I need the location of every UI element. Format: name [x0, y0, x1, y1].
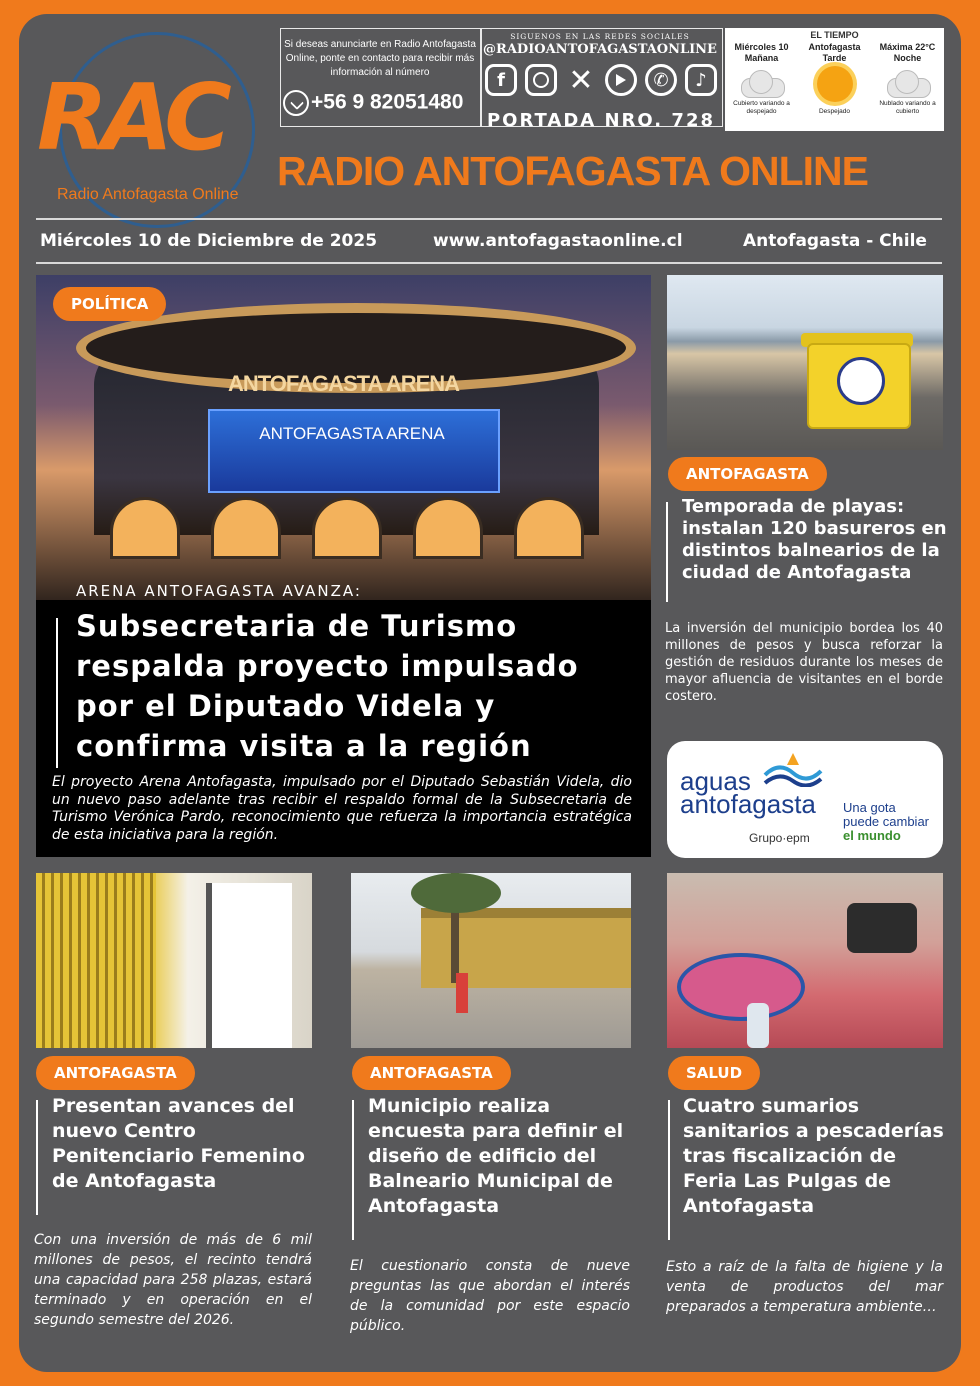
cell-door: [206, 883, 292, 1048]
tiktok-icon[interactable]: ♪: [685, 64, 717, 96]
newspaper-page: [19, 14, 961, 1372]
ad-brand-line2: antofagasta: [680, 789, 816, 819]
story2-summary: El cuestionario consta de nueve preguntas las que abordan el interés de la comunidad por este espacio público.: [350, 1258, 630, 1334]
main-summary: El proyecto Arena Antofagasta, impulsado por el Diputado Sebastián Videla, dio un nuevo paso adelante tras recibir el respaldo formal de la Subsecretaria de Turismo Verónica Pardo, reconocimiento que refuerza la importancia estratégica de esta iniciativa para la región.: [52, 774, 632, 843]
side-headline[interactable]: Temporada de playas: instalan 120 basureros en distintos balnearios de la ciudad de Antofagasta: [682, 496, 947, 583]
edition-location: Antofagasta - Chile: [743, 231, 927, 251]
story3-headline[interactable]: Cuatro sumarios sanitarios a pescaderías tras fiscalización de Feria Las Pulgas de Antofagasta: [683, 1095, 944, 1217]
ad-brand-line1: aguas: [680, 766, 751, 796]
weather-night: [871, 42, 944, 115]
story3-tag[interactable]: SALUD: [668, 1056, 760, 1090]
headline-bar: [666, 502, 668, 602]
x-icon[interactable]: ✕: [568, 62, 594, 98]
arena-sign: ANTOFAGASTA ARENA: [227, 371, 460, 396]
website-link[interactable]: www.antofagastaonline.cl: [433, 231, 683, 251]
headline-bar: [668, 1100, 670, 1240]
cloud-icon: [737, 68, 787, 98]
youtube-icon[interactable]: [605, 64, 637, 96]
social-caption: SIGUENOS EN LAS REDES SOCIALES: [510, 32, 690, 41]
ad-group: Grupo·epm: [749, 831, 810, 845]
weather-night-desc: Nublado variando a cubierto: [879, 100, 936, 115]
person: [456, 973, 468, 1013]
municipal-seal: [837, 357, 885, 405]
weather-afternoon-desc: Despejado: [818, 108, 851, 115]
masthead-title: RADIO ANTOFAGASTA ONLINE: [277, 148, 868, 194]
social-handle[interactable]: @RADIOANTOFAGASTAONLINE: [483, 42, 717, 57]
side-tag[interactable]: ANTOFAGASTA: [668, 457, 827, 491]
divider: [36, 218, 942, 220]
headline-bar: [36, 1100, 38, 1215]
divider: [36, 262, 942, 264]
cloud-icon: [883, 68, 933, 98]
issue-number: PORTADA NRO. 728: [486, 110, 715, 131]
edition-date: Miércoles 10 de Diciembre de 2025: [40, 231, 378, 251]
headline-bar: [56, 618, 58, 768]
phone-number[interactable]: +56 9 82051480: [283, 90, 481, 116]
weather-afternoon-label: Antofagasta Tarde: [808, 42, 861, 63]
instagram-icon[interactable]: [525, 64, 557, 96]
weather-title: EL TIEMPO: [810, 30, 859, 40]
main-kicker: ARENA ANTOFAGASTA AVANZA:: [76, 582, 362, 600]
story1-tag[interactable]: ANTOFAGASTA: [36, 1056, 195, 1090]
arena-arches: [94, 497, 599, 567]
water-bottle: [747, 1003, 769, 1048]
aguas-antofagasta-ad[interactable]: [667, 741, 943, 858]
fish-basin: [677, 953, 805, 1021]
yellow-bars: [36, 873, 156, 1048]
whatsapp-icon: [283, 90, 309, 116]
prison-image[interactable]: [36, 873, 312, 1048]
arena-screen-text: ANTOFAGASTA ARENA: [259, 424, 445, 443]
ad-slogan-line2: puede cambiar: [843, 814, 929, 829]
logo: RAC: [37, 64, 226, 171]
water-drop-icon: [763, 751, 823, 787]
ad-slogan: [843, 801, 929, 843]
main-headline[interactable]: Subsecretaria de Turismo respalda proyecto impulsado por el Diputado Videla y confirma visita a la región: [76, 609, 579, 763]
beach-image[interactable]: [667, 275, 943, 450]
palm-leaves: [411, 873, 501, 913]
headline-bar: [352, 1100, 354, 1240]
ad-slogan-line3: el mundo: [843, 828, 901, 843]
arena-image[interactable]: [36, 275, 651, 600]
arena-screen: [208, 409, 500, 493]
ad-slogan-line1: Una gota: [843, 800, 896, 815]
story2-tag[interactable]: ANTOFAGASTA: [352, 1056, 511, 1090]
weather-morning: [725, 42, 798, 115]
whatsapp-icon[interactable]: ✆: [645, 64, 677, 96]
story2-headline[interactable]: Municipio realiza encuesta para definir el diseño de edificio del Balneario Municipal de Antofagasta: [368, 1095, 624, 1217]
fish-market-image[interactable]: [667, 873, 943, 1048]
weather-morning-label: Miércoles 10 Mañana: [734, 42, 789, 63]
weather-night-label: Máxima 22°C Noche: [879, 42, 936, 63]
main-tag[interactable]: POLÍTICA: [53, 287, 166, 321]
balneario-image[interactable]: [351, 873, 631, 1048]
story3-summary: Esto a raíz de la falta de higiene y la venta de productos del mar preparados a temperatura ambiente…: [666, 1259, 943, 1315]
facebook-icon[interactable]: f: [485, 64, 517, 96]
logo-subtitle: Radio Antofagasta Online: [57, 186, 239, 203]
story1-summary: Con una inversión de más de 6 mil millones de pesos, el recinto tendrá una capacidad para 258 plazas, estará terminado y en operación en el segundo semestre del 2026.: [34, 1232, 312, 1328]
side-summary: La inversión del municipio bordea los 40 millones de pesos y busca reforzar la gestión de residuos durante los meses de mayor afluencia de visitantes en el borde costero.: [665, 621, 943, 704]
weather-morning-desc: Cubierto variando a despejado: [733, 100, 790, 115]
advertise-text: Si deseas anunciarte en Radio Antofagasta Online, ponte en contacto para recibir más información al número: [284, 39, 476, 78]
scale: [847, 903, 917, 953]
sun-icon: [817, 66, 853, 102]
weather-panel: [725, 28, 944, 131]
weather-afternoon: [798, 42, 871, 116]
story1-headline[interactable]: Presentan avances del nuevo Centro Penitenciario Femenino de Antofagasta: [52, 1095, 305, 1192]
social-icons: [485, 64, 717, 104]
